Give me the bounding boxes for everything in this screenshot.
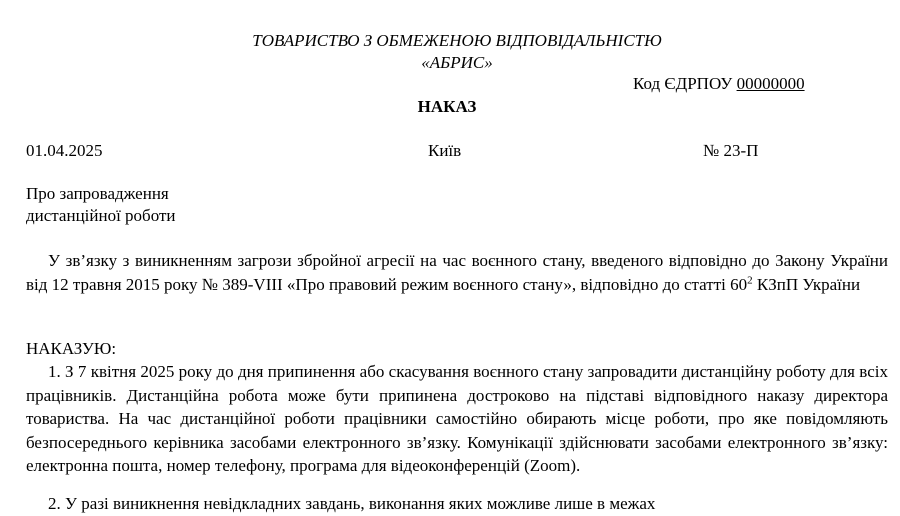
document-subject: [26, 183, 326, 227]
organization-short-name: «АБРИС»: [421, 53, 493, 72]
order-item: 2. У разі виникнення невідкладних завдань, виконання яких можливе лише в межах: [48, 494, 656, 513]
document-date: 01.04.2025: [26, 141, 103, 160]
preamble-text: У зв’язку з виникненням загрози збройної агресії на час воєнного стану, введеного відповідно до Закону України від 12 травня 2015 року № 389-VIII «Про правовий режим воєнного стану», відповідно до статті 60: [26, 251, 888, 294]
document-number: № 23-П: [703, 141, 759, 160]
edrpou-code-label: Код ЄДРПОУ: [633, 74, 733, 93]
article-superscript: 2: [747, 273, 753, 286]
document-city: Київ: [428, 141, 462, 160]
organization-name: ТОВАРИСТВО З ОБМЕЖЕНОЮ ВІДПОВІДАЛЬНІСТЮ: [252, 31, 662, 50]
edrpou-code: [633, 73, 805, 95]
order-item: 1. З 7 квітня 2025 року до дня припинення або скасування воєнного стану запровадити дистанційну роботу для всіх працівників. Дистанційна робота може бути припинена достроково на підставі відповідного наказу директора товариства. На час дистанційної роботи працівники самостійно обирають місце роботи, про яке повідомляють безпосереднього керівника засобами електронного зв’язку. Комунікації здійснювати засобами електронного зв’язку: електронна пошта, номер телефону, програма для відеоконференцій (Zoom).: [26, 362, 888, 475]
subject-line: Про запровадження: [26, 184, 169, 203]
document-title: НАКАЗ: [417, 97, 477, 116]
order-heading: НАКАЗУЮ:: [26, 339, 117, 358]
edrpou-code-value: 00000000: [736, 74, 805, 93]
subject-line: дистанційної роботи: [26, 206, 176, 225]
preamble-text-end: КЗпП України: [752, 274, 861, 294]
preamble-paragraph: [26, 249, 888, 296]
